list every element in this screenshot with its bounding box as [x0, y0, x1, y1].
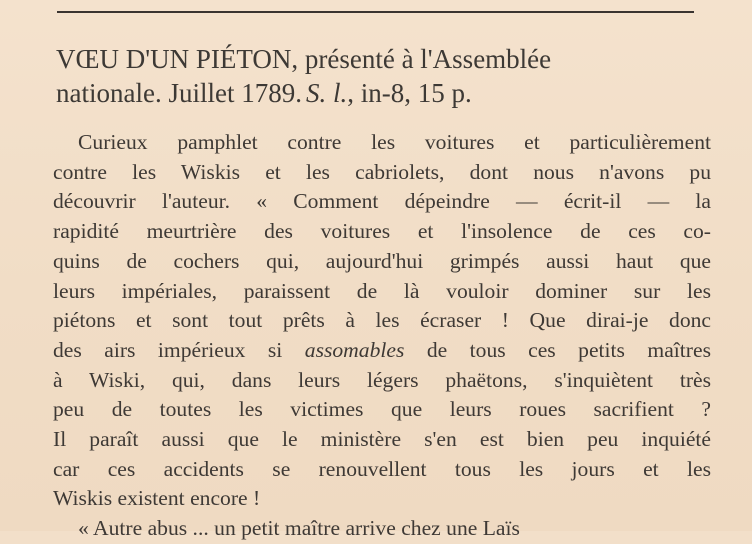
text-segment: des airs impérieux si: [53, 337, 283, 362]
title-line-2: [56, 76, 716, 110]
text-line-with-italic: [53, 336, 711, 366]
text-line: Il paraît aussi que le ministère s'en est bien peu inquiété: [53, 427, 711, 452]
text-line: à Wiski, qui, dans leurs légers phaëtons, s'inquiètent très: [53, 367, 711, 392]
text-line-partial: « Autre abus ... un petit maître arrive chez une Laïs: [78, 516, 520, 541]
text-line: contre les Wiskis et les cabriolets, dont nous n'avons pu: [53, 159, 711, 184]
text-line: quins de cochers qui, aujourd'hui grimpés aussi haut que: [53, 248, 711, 273]
italic-word: assomables: [304, 337, 405, 362]
text-line: Curieux pamphlet contre les voitures et particulièrement: [78, 130, 711, 154]
text-line: Wiskis existent encore !: [53, 486, 261, 511]
separator-rule: [57, 11, 694, 13]
title-part1: VŒU D'UN PIÉTON: [56, 44, 292, 74]
text-line: piétons et sont tout prêts à les écraser ! Que dirai-je donc: [53, 308, 711, 333]
text-line: peu de toutes les victimes que leurs roues sacrifient ?: [53, 397, 711, 422]
entry-title: [56, 42, 716, 110]
title-part2: , présenté à l'Assemblée: [291, 44, 552, 74]
title-line2-start: nationale. Juillet 1789.: [56, 78, 302, 108]
entry-description: [53, 128, 711, 541]
text-line: car ces accidents se renouvellent tous les jours et les: [53, 456, 711, 481]
text-segment: de tous ces petits maîtres: [426, 337, 711, 362]
text-line: rapidité meurtrière des voitures et l'insolence de ces co-: [53, 219, 711, 244]
title-line-1: [56, 42, 716, 76]
text-line: leurs impériales, paraissent de là vouloir dominer sur les: [53, 278, 711, 303]
title-place: S. l.: [305, 78, 348, 108]
text-line: découvrir l'auteur. « Comment dépeindre — écrit-il — la: [53, 189, 711, 214]
title-line2-end: , in-8, 15 p.: [347, 78, 472, 108]
